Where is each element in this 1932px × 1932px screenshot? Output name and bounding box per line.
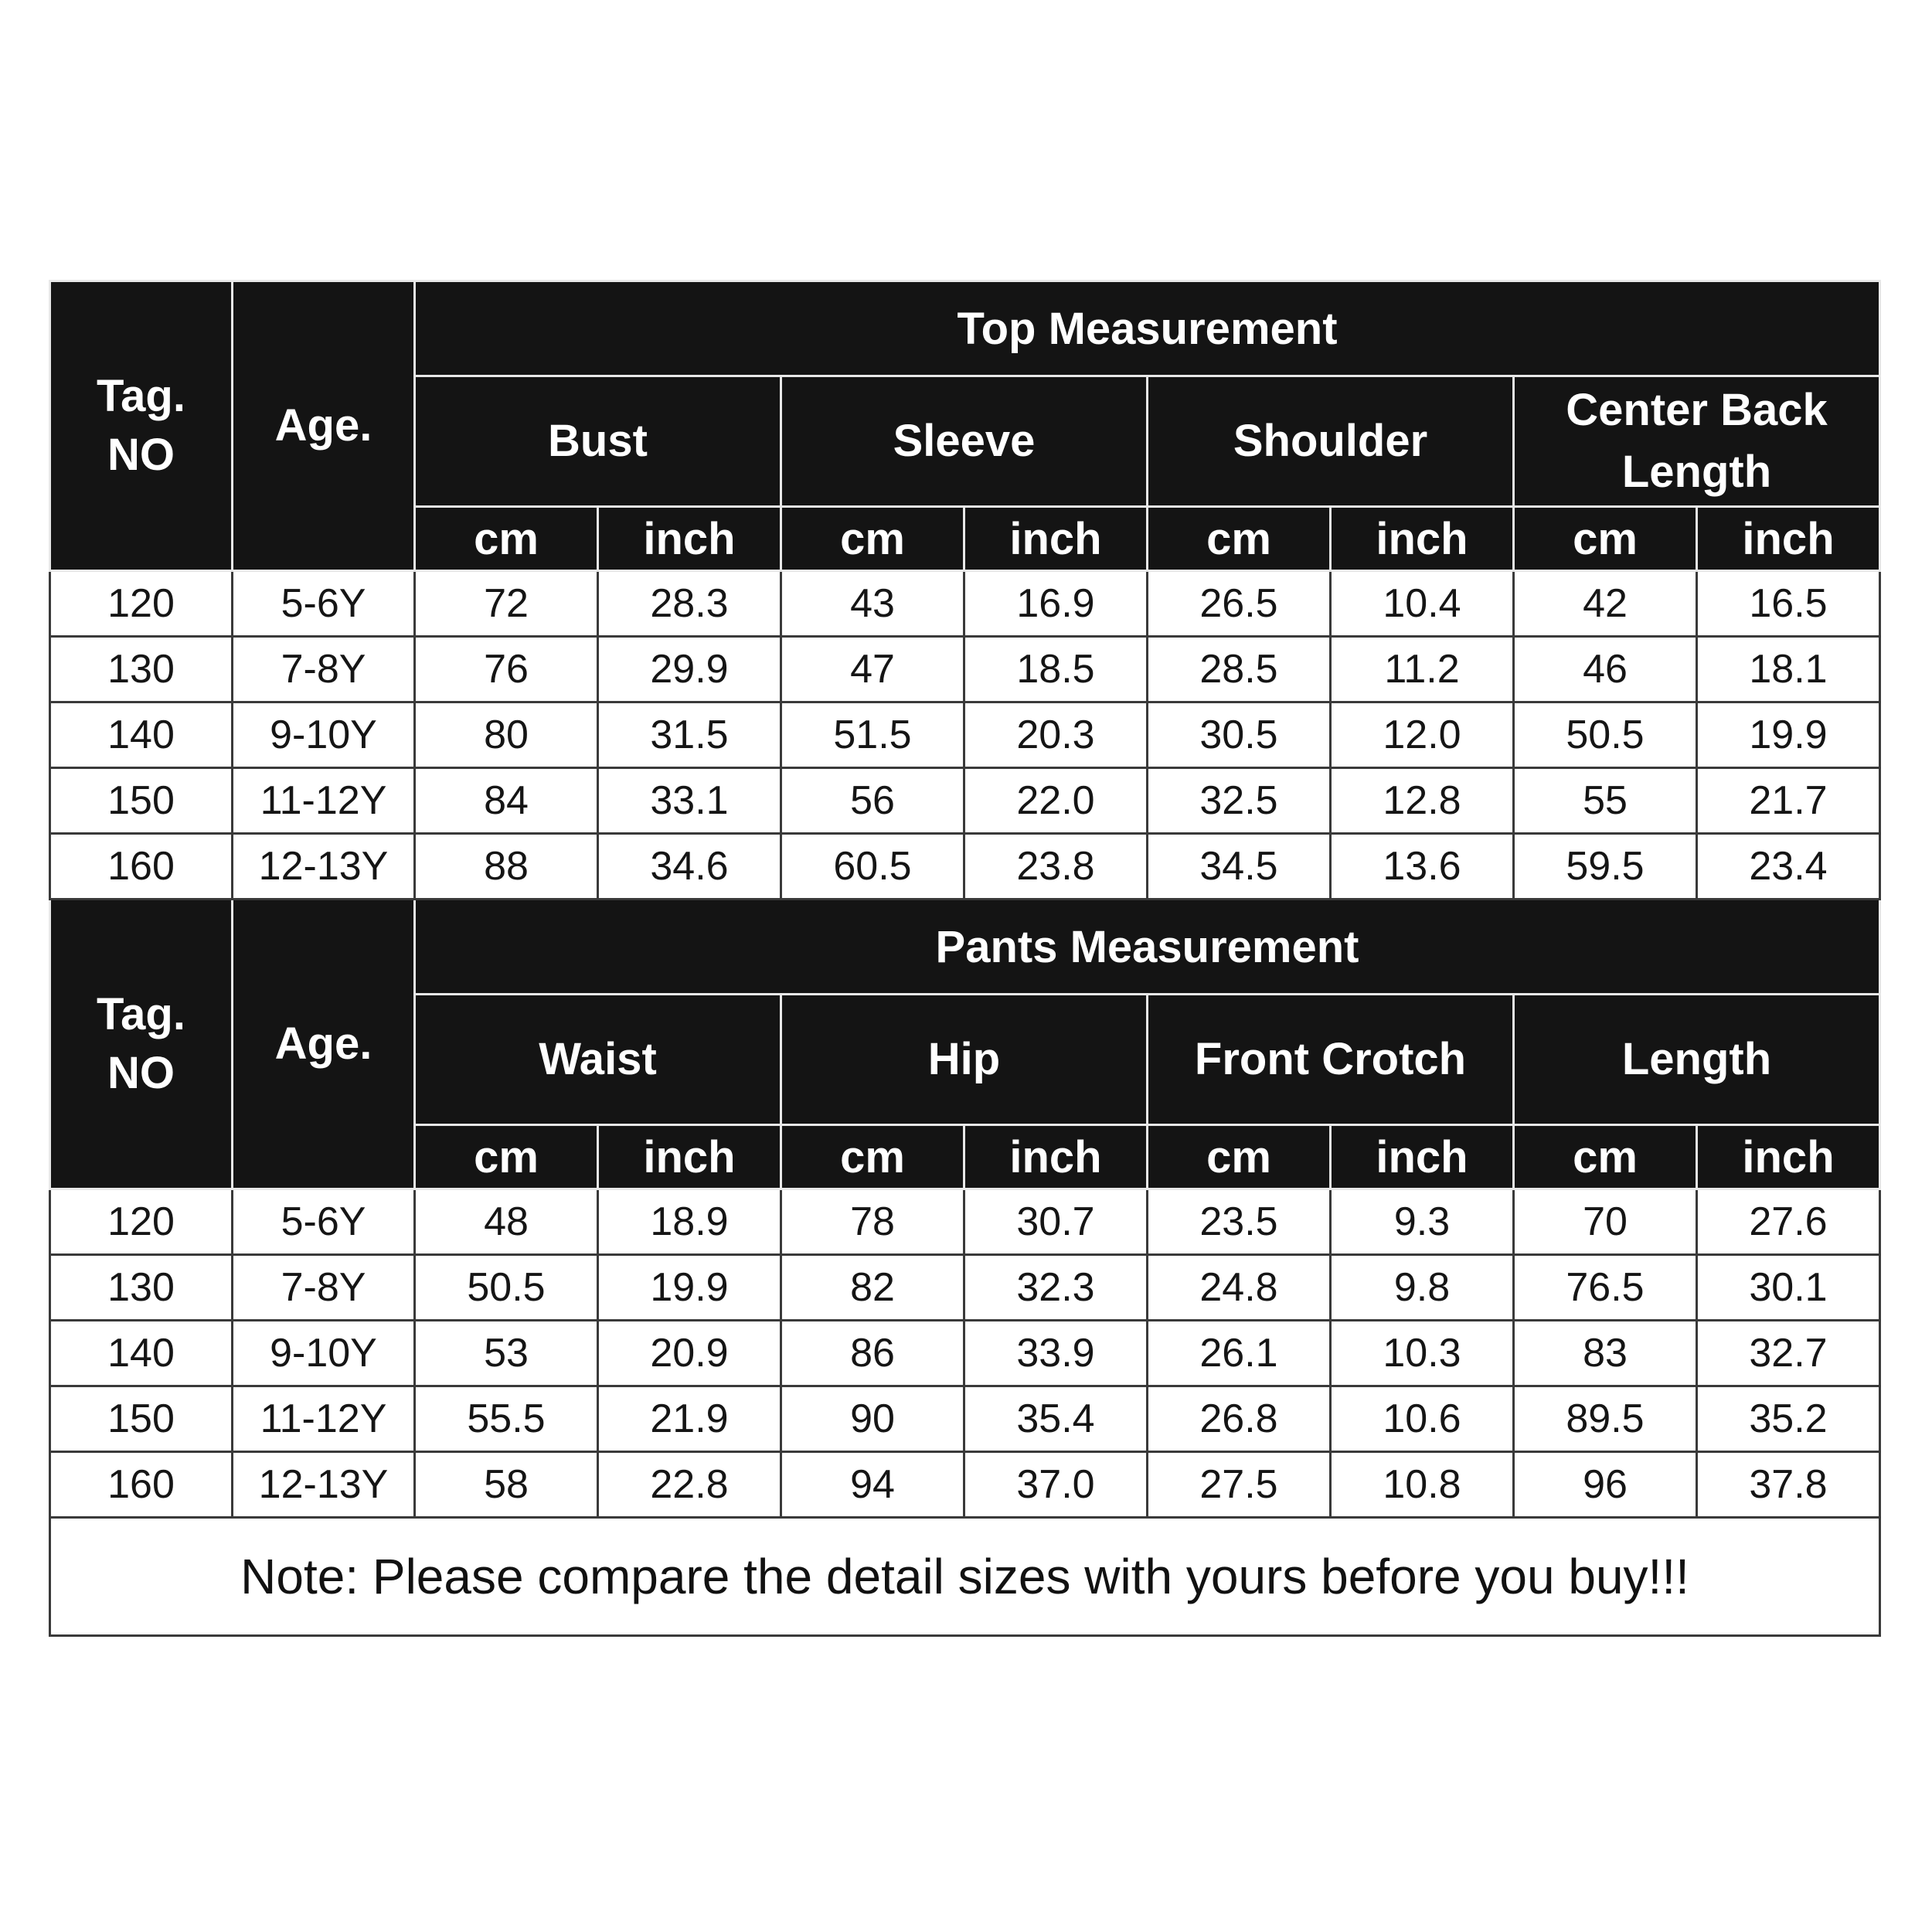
age-cell: 12-13Y <box>233 834 415 900</box>
measurement-cell: 32.7 <box>1697 1321 1880 1386</box>
pants-unit-cm: cm <box>415 1125 598 1189</box>
measurement-cell: 9.3 <box>1331 1189 1514 1255</box>
measurement-cell: 24.8 <box>1148 1255 1331 1321</box>
top-measurement-rows <box>50 571 1880 900</box>
tag-cell: 160 <box>50 834 233 900</box>
table-row <box>50 571 1880 637</box>
measurement-cell: 23.5 <box>1148 1189 1331 1255</box>
measurement-cell: 32.5 <box>1148 768 1331 834</box>
top-measurement-section <box>50 281 1880 571</box>
table-row <box>50 702 1880 768</box>
measurement-cell: 34.6 <box>598 834 781 900</box>
pants-unit-cm: cm <box>1514 1125 1697 1189</box>
measurement-cell: 50.5 <box>415 1255 598 1321</box>
measurement-cell: 10.8 <box>1331 1452 1514 1518</box>
tag-cell: 120 <box>50 1189 233 1255</box>
pants-unit-inch: inch <box>598 1125 781 1189</box>
top-tag-header: Tag. NO <box>50 281 233 571</box>
tag-cell: 130 <box>50 1255 233 1321</box>
top-unit-inch: inch <box>1697 507 1880 571</box>
measurement-cell: 82 <box>781 1255 964 1321</box>
note-row <box>50 1518 1880 1636</box>
measurement-cell: 18.1 <box>1697 637 1880 702</box>
measurement-cell: 76 <box>415 637 598 702</box>
measurement-cell: 37.8 <box>1697 1452 1880 1518</box>
top-unit-cm: cm <box>1148 507 1331 571</box>
waist-header: Waist <box>415 995 781 1125</box>
front-crotch-header: Front Crotch <box>1148 995 1514 1125</box>
measurement-cell: 83 <box>1514 1321 1697 1386</box>
measurement-cell: 90 <box>781 1386 964 1452</box>
measurement-cell: 30.5 <box>1148 702 1331 768</box>
measurement-cell: 60.5 <box>781 834 964 900</box>
measurement-cell: 21.7 <box>1697 768 1880 834</box>
measurement-cell: 70 <box>1514 1189 1697 1255</box>
pants-unit-inch: inch <box>964 1125 1148 1189</box>
measurement-cell: 28.3 <box>598 571 781 637</box>
top-unit-inch: inch <box>598 507 781 571</box>
measurement-cell: 76.5 <box>1514 1255 1697 1321</box>
size-chart-table <box>49 280 1881 1637</box>
tag-cell: 150 <box>50 1386 233 1452</box>
top-measurement-title: Top Measurement <box>415 281 1880 376</box>
measurement-cell: 43 <box>781 571 964 637</box>
measurement-cell: 33.1 <box>598 768 781 834</box>
measurement-cell: 46 <box>1514 637 1697 702</box>
measurement-cell: 19.9 <box>598 1255 781 1321</box>
measurement-cell: 18.9 <box>598 1189 781 1255</box>
measurement-cell: 42 <box>1514 571 1697 637</box>
measurement-cell: 32.3 <box>964 1255 1148 1321</box>
pants-unit-inch: inch <box>1697 1125 1880 1189</box>
age-cell: 11-12Y <box>233 768 415 834</box>
measurement-cell: 50.5 <box>1514 702 1697 768</box>
measurement-cell: 22.0 <box>964 768 1148 834</box>
measurement-cell: 58 <box>415 1452 598 1518</box>
measurement-cell: 16.5 <box>1697 571 1880 637</box>
table-row <box>50 637 1880 702</box>
measurement-cell: 55.5 <box>415 1386 598 1452</box>
measurement-cell: 86 <box>781 1321 964 1386</box>
measurement-cell: 12.8 <box>1331 768 1514 834</box>
measurement-cell: 35.2 <box>1697 1386 1880 1452</box>
sleeve-header: Sleeve <box>781 376 1148 507</box>
length-header: Length <box>1514 995 1880 1125</box>
measurement-cell: 27.5 <box>1148 1452 1331 1518</box>
measurement-cell: 35.4 <box>964 1386 1148 1452</box>
age-cell: 7-8Y <box>233 637 415 702</box>
age-cell: 5-6Y <box>233 1189 415 1255</box>
measurement-cell: 26.5 <box>1148 571 1331 637</box>
measurement-cell: 18.5 <box>964 637 1148 702</box>
measurement-cell: 37.0 <box>964 1452 1148 1518</box>
measurement-cell: 10.6 <box>1331 1386 1514 1452</box>
measurement-cell: 88 <box>415 834 598 900</box>
measurement-cell: 72 <box>415 571 598 637</box>
age-cell: 9-10Y <box>233 702 415 768</box>
measurement-cell: 96 <box>1514 1452 1697 1518</box>
measurement-cell: 22.8 <box>598 1452 781 1518</box>
measurement-cell: 26.8 <box>1148 1386 1331 1452</box>
measurement-cell: 80 <box>415 702 598 768</box>
age-cell: 9-10Y <box>233 1321 415 1386</box>
measurement-cell: 51.5 <box>781 702 964 768</box>
tag-cell: 140 <box>50 702 233 768</box>
tag-cell: 160 <box>50 1452 233 1518</box>
bust-header: Bust <box>415 376 781 507</box>
measurement-cell: 31.5 <box>598 702 781 768</box>
pants-measurement-rows <box>50 1189 1880 1518</box>
center-back-length-header: Center Back Length <box>1514 376 1880 507</box>
measurement-cell: 19.9 <box>1697 702 1880 768</box>
measurement-cell: 9.8 <box>1331 1255 1514 1321</box>
measurement-cell: 10.3 <box>1331 1321 1514 1386</box>
measurement-cell: 56 <box>781 768 964 834</box>
age-cell: 11-12Y <box>233 1386 415 1452</box>
measurement-cell: 10.4 <box>1331 571 1514 637</box>
table-row <box>50 1255 1880 1321</box>
table-row <box>50 768 1880 834</box>
pants-tag-header: Tag. NO <box>50 900 233 1189</box>
measurement-cell: 53 <box>415 1321 598 1386</box>
top-unit-inch: inch <box>964 507 1148 571</box>
measurement-cell: 48 <box>415 1189 598 1255</box>
measurement-cell: 84 <box>415 768 598 834</box>
table-row <box>50 834 1880 900</box>
tag-cell: 130 <box>50 637 233 702</box>
size-note: Note: Please compare the detail sizes with yours before you buy!!! <box>50 1518 1880 1636</box>
top-age-header: Age. <box>233 281 415 571</box>
measurement-cell: 78 <box>781 1189 964 1255</box>
measurement-cell: 89.5 <box>1514 1386 1697 1452</box>
pants-measurement-title: Pants Measurement <box>415 900 1880 995</box>
measurement-cell: 11.2 <box>1331 637 1514 702</box>
pants-unit-cm: cm <box>1148 1125 1331 1189</box>
measurement-cell: 23.4 <box>1697 834 1880 900</box>
measurement-cell: 47 <box>781 637 964 702</box>
tag-cell: 120 <box>50 571 233 637</box>
hip-header: Hip <box>781 995 1148 1125</box>
tag-cell: 150 <box>50 768 233 834</box>
measurement-cell: 21.9 <box>598 1386 781 1452</box>
shoulder-header: Shoulder <box>1148 376 1514 507</box>
pants-title-row <box>50 900 1880 995</box>
age-cell: 12-13Y <box>233 1452 415 1518</box>
top-unit-inch: inch <box>1331 507 1514 571</box>
measurement-cell: 94 <box>781 1452 964 1518</box>
age-cell: 7-8Y <box>233 1255 415 1321</box>
measurement-cell: 28.5 <box>1148 637 1331 702</box>
top-unit-cm: cm <box>1514 507 1697 571</box>
measurement-cell: 20.3 <box>964 702 1148 768</box>
top-unit-cm: cm <box>781 507 964 571</box>
top-unit-cm: cm <box>415 507 598 571</box>
pants-unit-inch: inch <box>1331 1125 1514 1189</box>
tag-cell: 140 <box>50 1321 233 1386</box>
measurement-cell: 13.6 <box>1331 834 1514 900</box>
top-title-row <box>50 281 1880 376</box>
table-row <box>50 1189 1880 1255</box>
table-row <box>50 1321 1880 1386</box>
measurement-cell: 20.9 <box>598 1321 781 1386</box>
pants-unit-cm: cm <box>781 1125 964 1189</box>
measurement-cell: 26.1 <box>1148 1321 1331 1386</box>
table-row <box>50 1452 1880 1518</box>
measurement-cell: 34.5 <box>1148 834 1331 900</box>
measurement-cell: 12.0 <box>1331 702 1514 768</box>
pants-measurement-section <box>50 900 1880 1189</box>
measurement-cell: 29.9 <box>598 637 781 702</box>
age-cell: 5-6Y <box>233 571 415 637</box>
measurement-cell: 55 <box>1514 768 1697 834</box>
measurement-cell: 30.7 <box>964 1189 1148 1255</box>
measurement-cell: 33.9 <box>964 1321 1148 1386</box>
measurement-cell: 23.8 <box>964 834 1148 900</box>
measurement-cell: 27.6 <box>1697 1189 1880 1255</box>
measurement-cell: 16.9 <box>964 571 1148 637</box>
measurement-cell: 59.5 <box>1514 834 1697 900</box>
measurement-cell: 30.1 <box>1697 1255 1880 1321</box>
table-row <box>50 1386 1880 1452</box>
pants-age-header: Age. <box>233 900 415 1189</box>
